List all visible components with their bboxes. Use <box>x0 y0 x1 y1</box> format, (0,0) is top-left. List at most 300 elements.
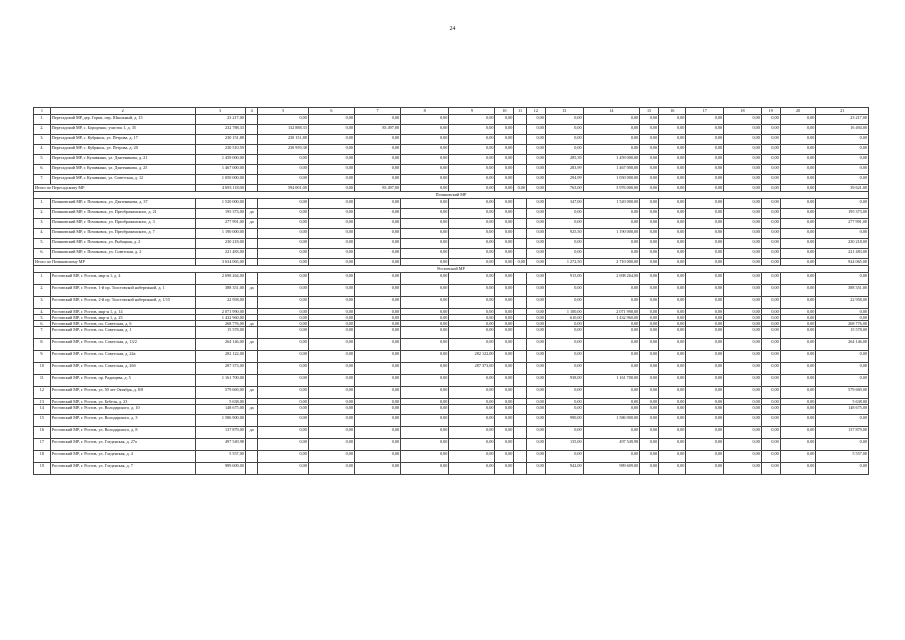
table-cell: 0,00 <box>526 219 545 229</box>
table-cell: 137 879,00 <box>816 427 869 439</box>
table-cell: 0,00 <box>449 375 495 387</box>
table-cell: 0,00 <box>308 135 354 145</box>
header-cell: 19 <box>761 108 780 115</box>
table-cell: 0,00 <box>545 239 583 249</box>
table-cell: 0,00 <box>640 219 659 229</box>
address-cell: Пересадский МР, г. Купавкино, ул. Дзятеникова, д. 25 <box>50 165 195 175</box>
table-cell <box>514 439 527 451</box>
table-cell: 0,00 <box>545 327 583 339</box>
table-cell: 0,00 <box>780 339 816 351</box>
table-cell: 137 879,00 <box>195 427 245 439</box>
table-cell: 0,00 <box>258 375 308 387</box>
table-cell: 347,00 <box>545 199 583 209</box>
table-cell: 0,00 <box>686 451 724 463</box>
table-cell <box>514 115 527 125</box>
total-cell: 763,00 <box>545 185 583 192</box>
table-cell: 938,00 <box>545 375 583 387</box>
table-cell: 268 776,00 <box>816 321 869 327</box>
table-cell: 0,00 <box>495 327 514 339</box>
table-cell: 0,00 <box>724 463 762 475</box>
table-cell: 0,00 <box>354 451 400 463</box>
table-cell: 0,00 <box>526 375 545 387</box>
total-cell: 0,00 <box>495 259 514 266</box>
table-cell: 0,00 <box>816 363 869 375</box>
table-cell: 925,50 <box>545 229 583 239</box>
table-cell: 0,00 <box>495 219 514 229</box>
table-cell: 0,00 <box>258 155 308 165</box>
table-cell: 0,00 <box>583 351 640 363</box>
total-cell: 0,00 <box>526 185 545 192</box>
table-cell <box>514 375 527 387</box>
table-cell: 0,00 <box>308 315 354 321</box>
table-cell: 0,00 <box>640 405 659 415</box>
table-cell: 5. <box>34 155 51 165</box>
total-cell: 0,00 <box>640 185 659 192</box>
table-cell: 0,00 <box>816 273 869 285</box>
table-cell: 0,00 <box>545 115 583 125</box>
address-cell: Ростовский МР, г. Ростов, ул. Гледенская, д. 7 <box>50 463 195 475</box>
table-cell: 0,00 <box>724 375 762 387</box>
table-cell: 0,00 <box>308 351 354 363</box>
table-cell: 15 578,00 <box>816 327 869 339</box>
table-row <box>34 463 869 475</box>
table-cell: 0,00 <box>780 155 816 165</box>
table-cell: 0,00 <box>761 415 780 427</box>
table-cell: 148 675,00 <box>816 405 869 415</box>
table-cell: 0,00 <box>724 145 762 155</box>
header-cell: 16 <box>659 108 686 115</box>
table-cell: 0,00 <box>780 363 816 375</box>
table-cell: 0,00 <box>449 427 495 439</box>
table-cell: 0,00 <box>308 115 354 125</box>
section-title: Ростовский МР <box>34 266 869 273</box>
header-cell: 17 <box>686 108 724 115</box>
table-cell: 0,00 <box>761 427 780 439</box>
table-cell: 0,00 <box>640 439 659 451</box>
table-cell: 0,00 <box>780 451 816 463</box>
table-cell: 0,00 <box>308 125 354 135</box>
table-cell: 0,00 <box>686 125 724 135</box>
table-cell: 0,00 <box>308 439 354 451</box>
header-cell: 11 <box>514 108 527 115</box>
table-cell: 0,00 <box>724 273 762 285</box>
table-cell: 0,00 <box>724 451 762 463</box>
table-cell: 0,00 <box>526 249 545 259</box>
table-cell: 0,00 <box>640 297 659 309</box>
table-cell <box>245 145 258 155</box>
total-cell: 0,00 <box>308 185 354 192</box>
table-cell: 0,00 <box>354 209 400 219</box>
table-cell: 0,00 <box>659 239 686 249</box>
table-cell: 0,00 <box>816 165 869 175</box>
table-cell: 0,00 <box>640 327 659 339</box>
table-cell: 4. <box>34 229 51 239</box>
table-cell: 0,00 <box>780 165 816 175</box>
table-row <box>34 135 869 145</box>
table-cell: 0,00 <box>724 415 762 427</box>
table-cell: 0,00 <box>495 415 514 427</box>
table-cell: 0,00 <box>686 321 724 327</box>
table-cell: 0,00 <box>354 199 400 209</box>
table-cell: 0,00 <box>401 427 449 439</box>
table-row <box>34 115 869 125</box>
table-cell: 0,00 <box>816 145 869 155</box>
table-cell: 0,00 <box>308 297 354 309</box>
total-cell: 0,00 <box>724 259 762 266</box>
table-cell: 1 586 900,00 <box>195 415 245 427</box>
total-cell: 4 693 118,00 <box>195 185 245 192</box>
table-row <box>34 375 869 387</box>
table-cell: 2 698 264,00 <box>195 273 245 285</box>
table-cell: 6. <box>34 249 51 259</box>
table-cell <box>514 135 527 145</box>
table-cell: 0,00 <box>354 297 400 309</box>
table-row <box>34 199 869 209</box>
table-cell: 287 373,00 <box>195 363 245 375</box>
table-cell: 5 638,00 <box>195 399 245 405</box>
total-cell: 0,00 <box>354 259 400 266</box>
total-cell: 0,00 <box>258 259 308 266</box>
table-cell: 14 <box>34 405 51 415</box>
table-cell: 0,00 <box>354 327 400 339</box>
table-cell: 0,00 <box>526 427 545 439</box>
table-cell <box>514 239 527 249</box>
table-cell: 0,00 <box>583 145 640 155</box>
table-cell: 0,00 <box>526 363 545 375</box>
table-cell: 0,00 <box>495 239 514 249</box>
header-cell: 20 <box>780 108 816 115</box>
table-cell: 0,00 <box>449 439 495 451</box>
table-cell: 195 373,00 <box>195 209 245 219</box>
table-cell: 0,00 <box>659 115 686 125</box>
address-cell: Ростовский МР, г. Ростов, мкр-н 1, д. 14 <box>50 309 195 315</box>
table-cell <box>245 363 258 375</box>
header-cell: 3 <box>195 108 245 115</box>
table-cell: 0,00 <box>354 405 400 415</box>
total-cell: 83 497,00 <box>354 185 400 192</box>
table-cell: 0,00 <box>354 155 400 165</box>
table-cell: 0,00 <box>401 297 449 309</box>
table-cell: 1 467 000,00 <box>583 165 640 175</box>
total-cell: 0,00 <box>308 259 354 266</box>
table-cell: 0,00 <box>780 297 816 309</box>
table-cell: 0,00 <box>583 219 640 229</box>
table-cell: 0,00 <box>640 321 659 327</box>
table-cell: 0,00 <box>640 375 659 387</box>
table-cell: 0,00 <box>780 199 816 209</box>
table-cell: 0,00 <box>724 135 762 145</box>
table-cell: 0,00 <box>780 427 816 439</box>
table-cell: 0,00 <box>583 321 640 327</box>
table-cell: 1 467 000,00 <box>195 165 245 175</box>
total-cell: 924 065,00 <box>816 259 869 266</box>
table-cell: 2. <box>34 125 51 135</box>
table-cell: 0,00 <box>258 427 308 439</box>
table-cell <box>245 297 258 309</box>
table-cell: 0,00 <box>545 145 583 155</box>
table-cell: 0,00 <box>308 309 354 315</box>
table-cell: 1 459 000,00 <box>195 155 245 165</box>
table-row <box>34 415 869 427</box>
table-cell: 0,00 <box>761 321 780 327</box>
table-cell: 0,00 <box>449 229 495 239</box>
table-cell <box>245 199 258 209</box>
table-cell: 135,00 <box>545 439 583 451</box>
table-cell <box>245 165 258 175</box>
table-cell: 0,00 <box>583 249 640 259</box>
address-cell: Ростовский МР, г. Ростов, ул. Володарского, д. 10 <box>50 405 195 415</box>
total-cell: 0,00 <box>640 259 659 266</box>
table-cell: 1 459 000,00 <box>583 155 640 165</box>
total-cell: 0,00 <box>401 259 449 266</box>
table-cell: 0,00 <box>308 175 354 185</box>
table-cell: 0,00 <box>686 165 724 175</box>
table-cell <box>245 439 258 451</box>
table-cell: 0,00 <box>354 375 400 387</box>
table-cell <box>514 219 527 229</box>
table-cell: 0,00 <box>761 145 780 155</box>
table-cell: 989 609,00 <box>195 463 245 475</box>
table-cell: 0,00 <box>526 463 545 475</box>
address-cell: Ростовский МР, г. Ростов, ул. Володарского, д. 8 <box>50 427 195 439</box>
table-cell: 0,00 <box>526 315 545 321</box>
table-row <box>34 155 869 165</box>
table-cell: 0,00 <box>449 249 495 259</box>
table-cell: 497 549,98 <box>195 439 245 451</box>
table-cell: 0,00 <box>258 363 308 375</box>
table-cell: 0,00 <box>659 209 686 219</box>
header-cell: 14 <box>583 108 640 115</box>
table-cell: 0,00 <box>780 145 816 155</box>
header-cell: 2 <box>50 108 195 115</box>
table-cell <box>245 175 258 185</box>
table-cell: да <box>245 339 258 351</box>
address-cell: Ростовский МР, г. Ростов, ул. Володарского, д. 3 <box>50 415 195 427</box>
table-cell: 0,00 <box>780 321 816 327</box>
table-cell: 0,00 <box>308 285 354 297</box>
table-cell <box>514 415 527 427</box>
table-cell: 0,00 <box>659 297 686 309</box>
table-cell: 0,00 <box>761 405 780 415</box>
table-cell: 17 <box>34 439 51 451</box>
table-cell: 0,00 <box>449 315 495 321</box>
table-cell: 0,00 <box>659 439 686 451</box>
table-cell: 0,00 <box>526 405 545 415</box>
table-cell: 0,00 <box>640 315 659 321</box>
total-cell: 1 272,50 <box>545 259 583 266</box>
table-row <box>34 219 869 229</box>
table-cell: 0,00 <box>724 439 762 451</box>
table-cell: 0,00 <box>659 387 686 399</box>
table-cell: 0,00 <box>354 415 400 427</box>
table-cell: 0,00 <box>526 415 545 427</box>
table-cell: 0,00 <box>308 339 354 351</box>
table-row <box>34 285 869 297</box>
table-cell: 0,00 <box>401 327 449 339</box>
table-cell: 0,00 <box>724 249 762 259</box>
table-cell: 1 432 960,00 <box>195 315 245 321</box>
table-cell: 0,00 <box>659 375 686 387</box>
table-cell: 0,00 <box>780 239 816 249</box>
table-cell <box>514 175 527 185</box>
table-cell: 0,00 <box>495 399 514 405</box>
table-cell: 0,00 <box>526 125 545 135</box>
table-cell: 0,00 <box>401 165 449 175</box>
table-cell: 0,00 <box>640 339 659 351</box>
table-cell: 0,00 <box>686 229 724 239</box>
table-cell: 264 146,00 <box>195 339 245 351</box>
header-cell: 12 <box>526 108 545 115</box>
table-cell: 0,00 <box>495 451 514 463</box>
table-cell: 0,00 <box>308 327 354 339</box>
address-cell: Ростовский МР, г. Ростов, пл. Советская, д. 6 <box>50 321 195 327</box>
table-cell: 0,00 <box>640 125 659 135</box>
section-title: Почиковский МР <box>34 192 869 199</box>
page-number: 24 <box>449 26 456 32</box>
table-cell: 0,00 <box>724 399 762 405</box>
table-cell: 0,00 <box>659 363 686 375</box>
table-cell: 0,00 <box>686 463 724 475</box>
table-cell: 22 958,00 <box>195 297 245 309</box>
address-cell: Ростовский МР, г. Ростов, ул. Гледенская, д. 27а <box>50 439 195 451</box>
table-cell <box>245 451 258 463</box>
table-cell: 0,00 <box>401 115 449 125</box>
table-cell: 0,00 <box>761 399 780 405</box>
table-cell: 132 888,33 <box>258 125 308 135</box>
table-row <box>34 229 869 239</box>
table-cell: 0,00 <box>545 427 583 439</box>
table-cell: 277 991,00 <box>816 219 869 229</box>
table-cell: 264 146,00 <box>816 339 869 351</box>
table-cell: 0,00 <box>659 463 686 475</box>
table-cell: 0,00 <box>780 175 816 185</box>
table-cell: 0,00 <box>308 375 354 387</box>
table-cell: 0,00 <box>640 427 659 439</box>
table-cell: 0,00 <box>449 387 495 399</box>
table-cell: 0,00 <box>526 297 545 309</box>
total-cell: 0,00 <box>780 185 816 192</box>
table-cell: 0,00 <box>526 135 545 145</box>
table-cell: 0,00 <box>401 155 449 165</box>
table-cell: 0,00 <box>686 405 724 415</box>
table-cell <box>245 273 258 285</box>
table-cell <box>514 249 527 259</box>
table-cell: 0,00 <box>659 135 686 145</box>
table-cell: 0,00 <box>816 199 869 209</box>
table-cell: 0,00 <box>526 273 545 285</box>
table-cell: 221 483,00 <box>816 249 869 259</box>
total-cell: 39 621,00 <box>816 185 869 192</box>
table-cell: 0,00 <box>449 297 495 309</box>
table-cell: 0,00 <box>354 273 400 285</box>
table-cell: 285,39 <box>545 155 583 165</box>
table-cell: 0,00 <box>761 309 780 315</box>
table-row <box>34 125 869 135</box>
address-cell: Почиковский МР, г. Почиковск, ул. Преображенского, д. 7 <box>50 229 195 239</box>
table-cell: 0,00 <box>583 387 640 399</box>
table-cell: 0,00 <box>545 285 583 297</box>
table-cell: 0,00 <box>449 219 495 229</box>
total-cell: 0,00 <box>514 185 527 192</box>
address-cell: Почиковский МР, г. Почиковск, ул. Преображенского, д. 3 <box>50 219 195 229</box>
table-cell: 0,00 <box>495 427 514 439</box>
total-cell: 0,00 <box>526 259 545 266</box>
table-cell: 0,00 <box>545 387 583 399</box>
table-cell: 0,00 <box>659 155 686 165</box>
table-cell: 5 557,00 <box>195 451 245 463</box>
table-cell: 0,00 <box>640 135 659 145</box>
table-cell: 0,00 <box>686 155 724 165</box>
table-cell: 1 432 960,00 <box>583 315 640 321</box>
table-cell: 282 122,00 <box>195 351 245 363</box>
table-cell: 0,00 <box>761 363 780 375</box>
table-cell: 0,00 <box>495 249 514 259</box>
table-cell: 0,00 <box>258 209 308 219</box>
table-cell: 0,00 <box>449 451 495 463</box>
table-cell: 3. <box>34 219 51 229</box>
data-table <box>33 107 869 475</box>
header-cell: 21 <box>816 108 869 115</box>
table-cell: 0,00 <box>724 363 762 375</box>
table-cell: да <box>245 387 258 399</box>
table-cell: 0,00 <box>761 315 780 321</box>
table-cell: 0,00 <box>761 165 780 175</box>
table-cell: 0,00 <box>761 229 780 239</box>
address-cell: Ростовский МР, г. Ростов, пл. Советская, д. 24а <box>50 351 195 363</box>
table-cell: 0,00 <box>258 165 308 175</box>
table-cell: 11 <box>34 375 51 387</box>
table-cell: 0,00 <box>686 219 724 229</box>
table-cell: 0,00 <box>686 327 724 339</box>
table-cell: 0,00 <box>449 327 495 339</box>
address-cell: Ростовский МР, г. Ростов, пл. Советская, д. 26б <box>50 363 195 375</box>
total-cell: 3 976 000,00 <box>583 185 640 192</box>
table-cell: 16 <box>34 427 51 439</box>
table-cell: 0,00 <box>686 399 724 405</box>
total-cell: 3 634 065,00 <box>195 259 245 266</box>
table-cell: 0,00 <box>308 155 354 165</box>
total-cell <box>245 259 258 266</box>
table-cell: 0,00 <box>640 199 659 209</box>
table-row <box>34 209 869 219</box>
table-cell: 0,00 <box>354 463 400 475</box>
table-cell: 5. <box>34 239 51 249</box>
table-cell: 0,00 <box>495 439 514 451</box>
table-cell: 0,00 <box>495 155 514 165</box>
table-cell: 0,00 <box>449 145 495 155</box>
table-cell: 0,00 <box>761 125 780 135</box>
table-cell: 0,00 <box>583 209 640 219</box>
table-cell <box>245 229 258 239</box>
table-cell: 0,00 <box>401 321 449 327</box>
table-cell: 0,00 <box>354 321 400 327</box>
table-cell: 0,00 <box>659 145 686 155</box>
table-cell: 0,00 <box>308 415 354 427</box>
table-cell: 0,00 <box>780 273 816 285</box>
table-cell <box>514 155 527 165</box>
table-cell: 0,00 <box>659 125 686 135</box>
total-cell: 0,00 <box>659 259 686 266</box>
table-cell: 0,00 <box>308 199 354 209</box>
table-cell: 0,00 <box>724 239 762 249</box>
table-cell: 0,00 <box>724 125 762 135</box>
table-cell: 0,00 <box>449 125 495 135</box>
table-cell: 610,00 <box>545 315 583 321</box>
table-cell: 0,00 <box>780 315 816 321</box>
header-cell: 7 <box>354 108 400 115</box>
table-cell: 0,00 <box>659 309 686 315</box>
table-cell: 0,00 <box>686 145 724 155</box>
